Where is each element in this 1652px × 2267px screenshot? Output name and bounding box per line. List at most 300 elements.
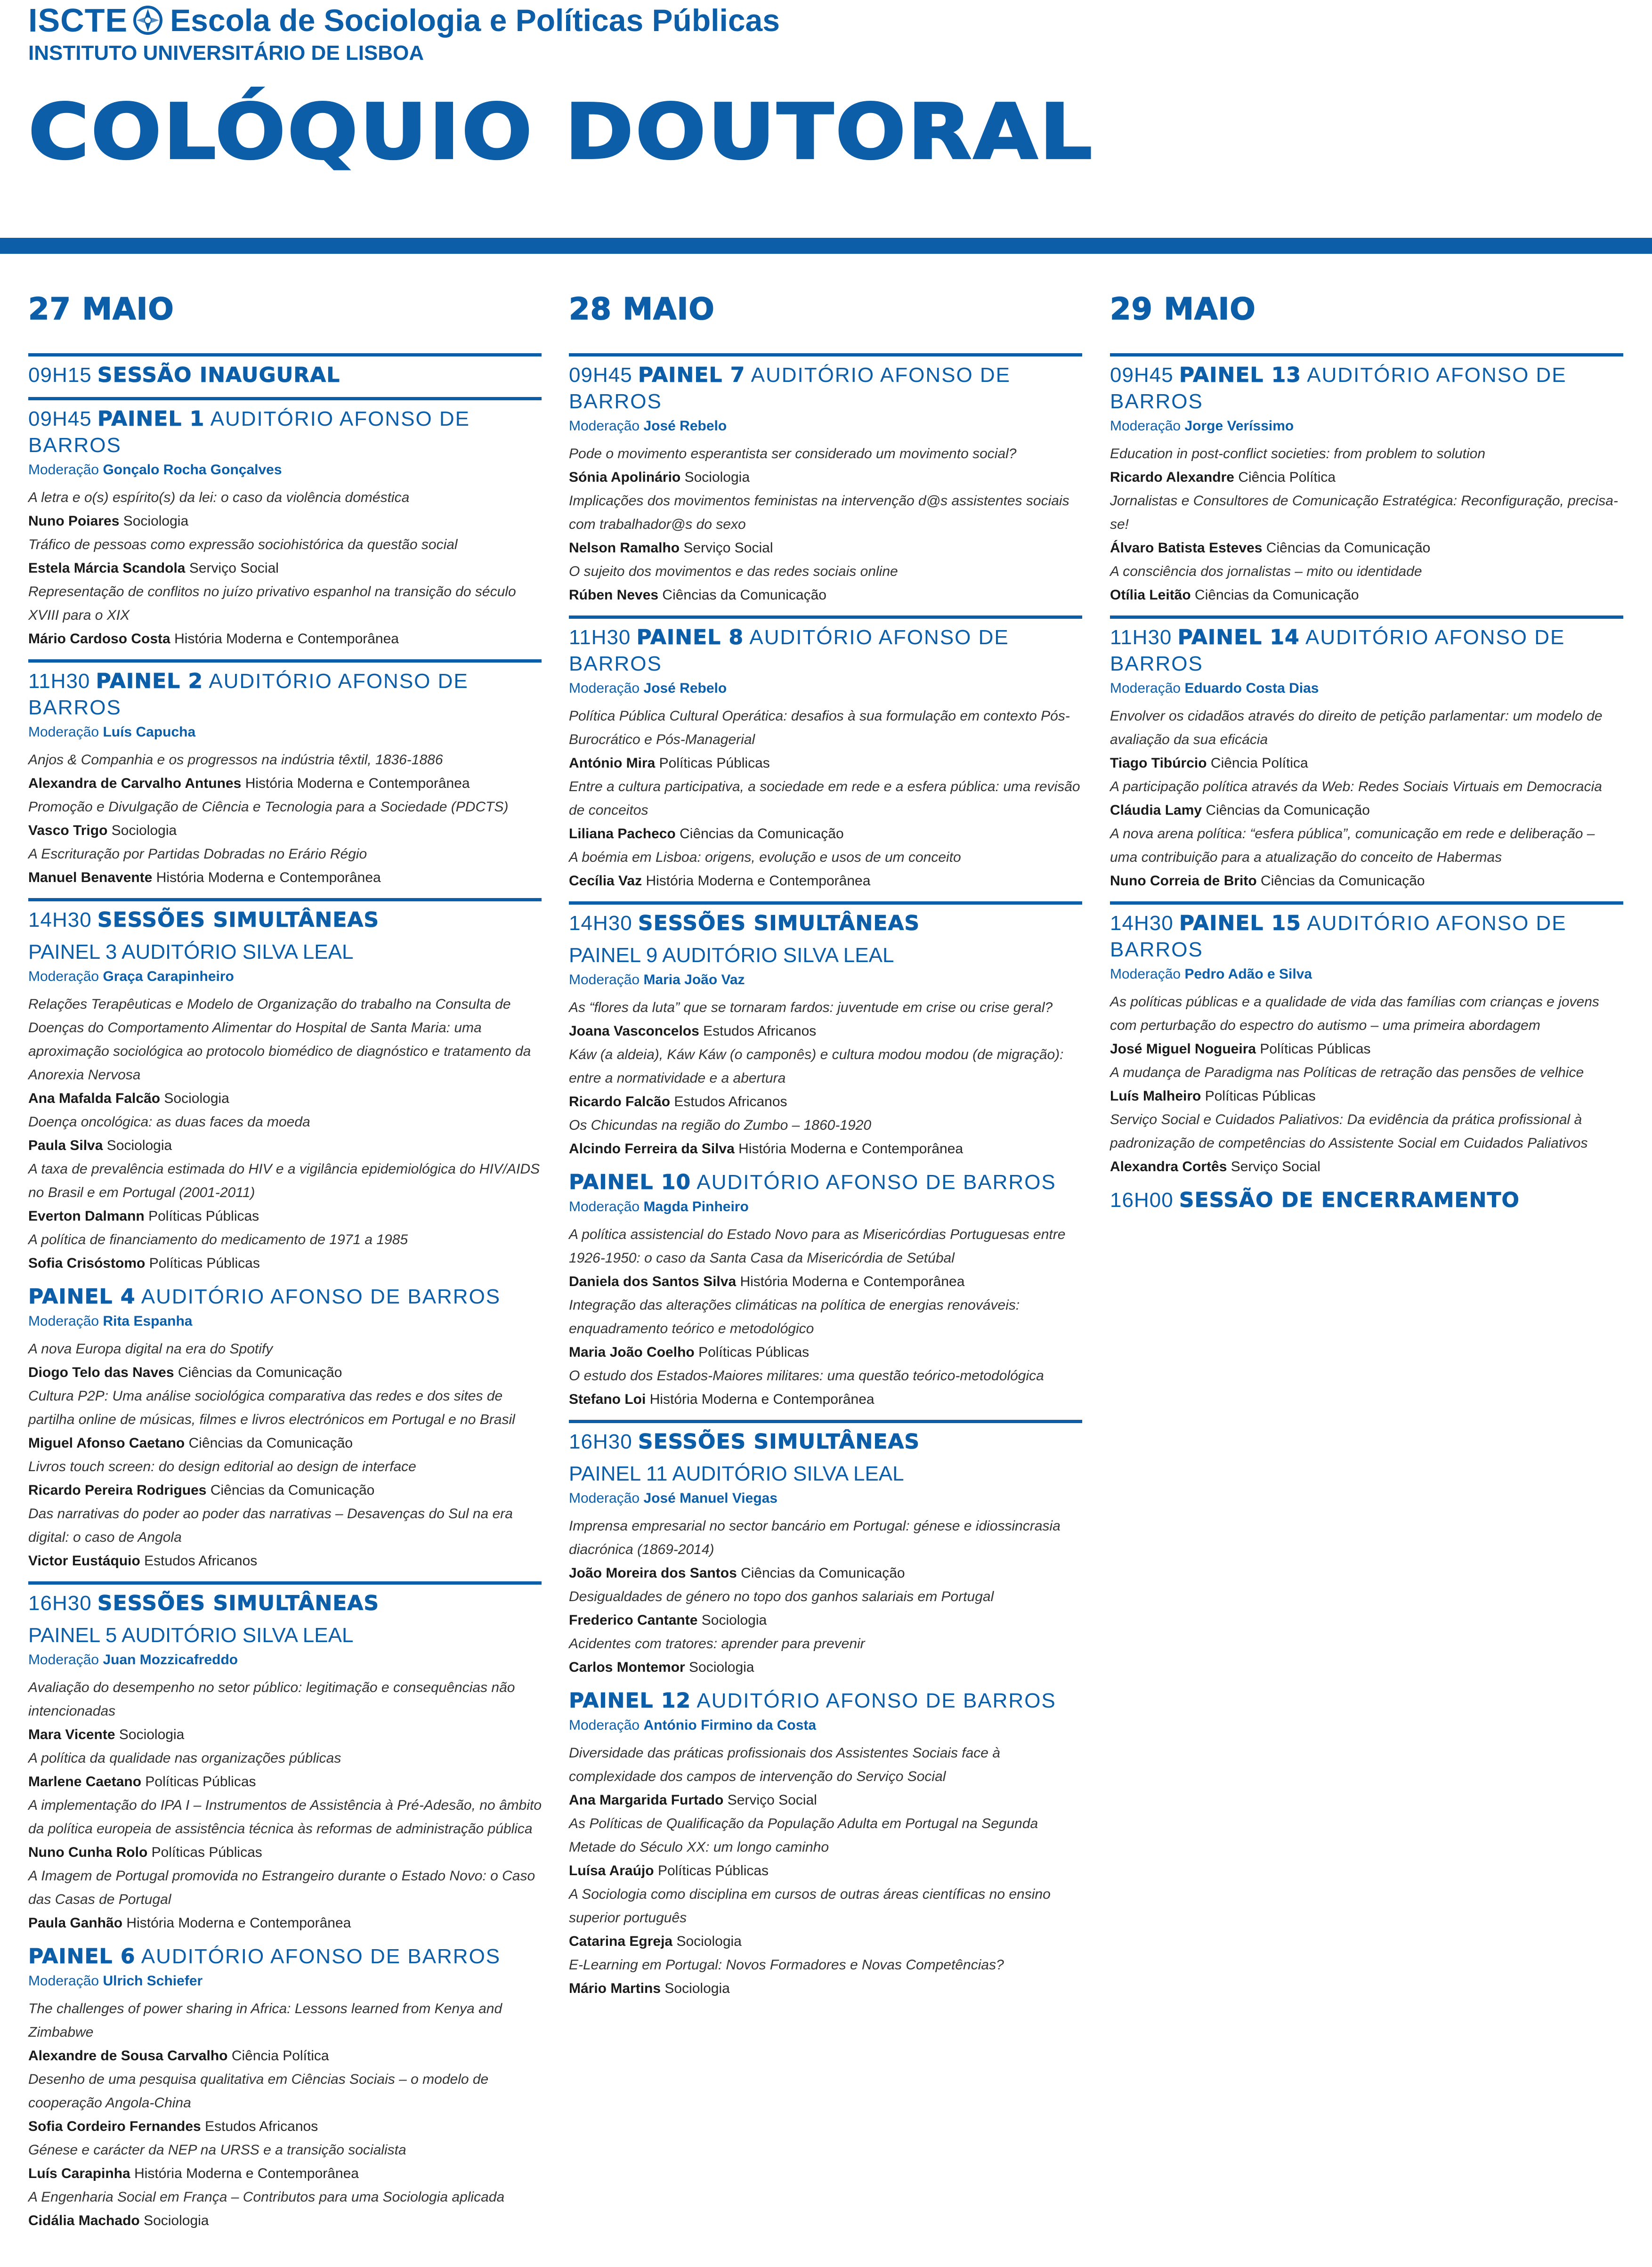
session-block [1110,615,1623,893]
talk-title: Imprensa empresarial no sector bancário em Portugal: génese e idiossincrasia diacrónica (1869-2014) [569,1518,1061,1557]
author-name: Sofia Crisóstomo [28,1255,146,1271]
header-divider-bar [0,238,1652,254]
talk-author [28,1134,542,1158]
session-time: 11H30 [28,670,90,693]
session-heading [569,1169,1082,1196]
author-name: Cidália Machado [28,2213,140,2228]
session-heading [28,907,542,933]
moderator-name: Ulrich Schiefer [103,1973,203,1989]
author-name: Manuel Benavente [28,870,153,885]
author-field: Ciência Política [231,2048,329,2064]
event-title: COLÓQUIO DOUTORAL [28,88,1094,177]
talk-item [569,1632,1082,1679]
talk-item [28,1384,542,1455]
author-name: Catarina Egreja [569,1934,673,1949]
author-name: Nuno Correia de Brito [1110,873,1257,889]
moderator [28,721,542,744]
talk-item [28,1794,542,1864]
talk-item [569,1953,1082,2000]
panel-venue: AUDITÓRIO SILVA LEAL [672,1462,904,1485]
author-field: Políticas Públicas [1260,1041,1371,1057]
session-time: 16H30 [569,1430,632,1453]
talk-title: Desenho de uma pesquisa qualitativa em Ciências Sociais – o modelo de cooperação Angola-China [28,2072,489,2111]
author-field: Ciências da Comunicação [662,587,826,603]
talk-author [1110,1085,1623,1108]
talk-title: Serviço Social e Cuidados Paliativos: Da evidência da prática profissional à padronização de competências do Assistente Social em Cuidados Paliativos [1110,1112,1588,1151]
session-time: 14H30 [28,908,92,931]
author-field: Ciências da Comunicação [188,1435,353,1451]
talk-title: Representação de conflitos no juízo privativo espanhol na transição do século XVIII para o XIX [28,584,516,623]
talk-title: O sujeito dos movimentos e das redes sociais online [569,564,898,579]
session-heading [1110,910,1623,963]
talk-author [569,1789,1082,1812]
moderator-name: Eduardo Costa Dias [1184,680,1319,696]
session-time: 16H00 [1110,1189,1174,1212]
session-heading [1110,624,1623,677]
session-block [28,659,542,890]
session-name: PAINEL 12 [569,1689,691,1713]
talk-title: O estudo dos Estados-Maiores militares: uma questão teórico-metodológica [569,1368,1044,1384]
moderator-label: Moderação [569,680,640,696]
moderator-label: Moderação [28,1652,99,1668]
session-block [28,1581,542,1935]
author-name: Nelson Ramalho [569,540,680,556]
talk-title: Diversidade das práticas profissionais dos Assistentes Sociais face à complexidade dos campos de intervenção do Serviço Social [569,1745,1000,1784]
panel-venue: AUDITÓRIO SILVA LEAL [121,940,354,963]
author-field: Ciências da Comunicação [1195,587,1359,603]
author-name: Tiago Tibúrcio [1110,755,1207,771]
author-field: História Moderna e Contemporânea [738,1141,964,1157]
moderator-label: Moderação [1110,418,1181,434]
session-name: PAINEL 2 [96,669,203,693]
session-block [28,898,542,1275]
talk-author [569,1562,1082,1585]
author-field: História Moderna e Contemporânea [245,776,470,791]
session-heading [28,668,542,721]
talk-title: Cultura P2P: Uma análise sociológica comparativa das redes e dos sites de partilha online de músicas, filmes e livros electrónicos em Portugal e no Brasil [28,1388,515,1427]
talk-author [569,1930,1082,1953]
talk-title: Káw (a aldeia), Káw Káw (o camponês) e cultura modou modou (de migração): entre a normatividade e a abertura [569,1047,1064,1086]
talk-item [1110,1061,1623,1108]
session-heading [28,362,542,389]
moderator-label: Moderação [569,1717,640,1733]
talk-author [28,1723,542,1747]
moderator [28,1649,542,1671]
session-time: 09H45 [28,407,92,430]
talk-author [28,2209,542,2233]
author-name: Victor Eustáquio [28,1553,140,1569]
panel-name: PAINEL 3 [28,940,117,963]
moderator [28,1310,542,1333]
author-field: Estudos Africanos [144,1553,258,1569]
session-venue: AUDITÓRIO AFONSO DE BARROS [28,670,469,719]
moderator-label: Moderação [569,418,640,434]
author-name: Luís Carapinha [28,2166,130,2181]
talk-title: As “flores da luta” que se tornaram fardos: juventude em crise ou crise geral? [569,1000,1053,1015]
talk-item [28,1676,542,1747]
talk-title: Integração das alterações climáticas na política de energias renováveis: enquadramento teórico e metodológico [569,1297,1020,1336]
moderator-label: Moderação [28,1973,99,1989]
moderator-name: José Rebelo [643,418,727,434]
talk-item [569,1812,1082,1883]
session-venue: AUDITÓRIO AFONSO DE BARROS [1110,912,1567,961]
talk-item [28,533,542,580]
moderator-name: José Rebelo [643,680,727,696]
talk-author [569,1090,1082,1114]
author-name: Rúben Neves [569,587,659,603]
author-name: Nuno Cunha Rolo [28,1845,148,1860]
moderator-label: Moderação [569,1199,640,1214]
talk-item [28,1455,542,1502]
moderator [28,965,542,988]
author-field: Sociologia [676,1934,742,1949]
author-field: Sociologia [164,1091,229,1106]
talk-title: A nova Europa digital na era do Spotify [28,1341,273,1357]
talk-title: Relações Terapêuticas e Modelo de Organização do trabalho na Consulta de Doenças do Comportamento Alimentar do Hospital de Santa Maria: uma aproximação sociológica ao protocolo biomédico de diagnóstico e tratamento da Anorexia Nervosa [28,996,531,1083]
talk-item [28,1502,542,1573]
author-name: Daniela dos Santos Silva [569,1274,737,1289]
talk-author [28,866,542,890]
talk-title: A Engenharia Social em França – Contributos para uma Sociologia aplicada [28,2189,505,2205]
talk-author [1110,1037,1623,1061]
talk-item [569,846,1082,893]
author-field: História Moderna e Contemporânea [740,1274,965,1289]
author-field: Serviço Social [683,540,773,556]
author-name: Mário Cardoso Costa [28,631,170,647]
talk-title: A boémia em Lisboa: origens, evolução e usos de um conceito [569,850,961,865]
talk-item [28,1997,542,2068]
panel-name: PAINEL 11 [569,1462,668,1485]
talk-author [28,2162,542,2186]
session-name: SESSÕES SIMULTÂNEAS [638,911,920,935]
author-field: História Moderna e Contemporânea [646,873,871,889]
author-field: Políticas Públicas [698,1344,810,1360]
talk-title: Envolver os cidadãos através do direito de petição parlamentar: um modelo de avaliação da sua eficácia [1110,708,1603,747]
talk-item [28,2068,542,2138]
author-field: Sociologia [123,513,189,529]
talk-title: A consciência dos jornalistas – mito ou identidade [1110,564,1422,579]
author-name: Luís Malheiro [1110,1088,1201,1104]
session-block [1110,901,1623,1179]
talk-author [28,819,542,842]
session-name: PAINEL 6 [28,1944,136,1968]
session-name: PAINEL 4 [28,1285,136,1309]
author-name: Paula Ganhão [28,1915,123,1931]
author-field: História Moderna e Contemporânea [134,2166,359,2181]
talk-author [569,752,1082,775]
session-time: 09H45 [1110,364,1174,387]
session-venue: AUDITÓRIO AFONSO DE BARROS [569,626,1009,675]
moderator [1110,677,1623,700]
talk-item [569,1043,1082,1114]
session-heading [569,362,1082,415]
talk-author [569,1977,1082,2000]
session-time: 16H30 [28,1592,92,1615]
talk-item [569,1883,1082,1953]
session-block [569,1169,1082,1411]
institute-name: INSTITUTO UNIVERSITÁRIO DE LISBOA [28,41,424,65]
talk-title: A política de financiamento do medicamento de 1971 a 1985 [28,1232,408,1247]
moderator-label: Moderação [28,1313,99,1329]
talk-title: Acidentes com tratores: aprender para prevenir [569,1636,865,1652]
author-name: Mário Martins [569,1981,661,1996]
moderator [569,1196,1082,1218]
author-field: Políticas Públicas [145,1774,256,1789]
talk-item [1110,442,1623,489]
talk-title: A implementação do IPA I – Instrumentos de Assistência à Pré-Adesão, no âmbito da política europeia de assistência técnica às reformas de administração pública [28,1797,542,1837]
talk-item [1110,990,1623,1061]
session-block [28,353,542,389]
session-heading [569,1688,1082,1714]
talk-item [569,1741,1082,1812]
session-name: SESSÕES SIMULTÂNEAS [97,1591,380,1615]
panel-heading [28,1622,542,1649]
day-column-28-maio [569,292,1082,2009]
moderator-name: Pedro Adão e Silva [1184,966,1312,982]
session-venue: AUDITÓRIO AFONSO DE BARROS [141,1285,501,1308]
talk-item [28,842,542,890]
moderator [569,677,1082,700]
school-name: Escola de Sociologia e Políticas Públicas [170,3,780,38]
panel-venue: AUDITÓRIO SILVA LEAL [662,944,894,967]
author-name: Sofia Cordeiro Fernandes [28,2119,201,2134]
session-block [569,1420,1082,1679]
session-name: PAINEL 7 [638,363,745,387]
talk-author [28,772,542,795]
author-field: Sociologia [111,823,177,838]
author-name: Sónia Apolinário [569,470,681,485]
moderator [569,415,1082,437]
talk-item [569,442,1082,489]
author-name: Cecília Vaz [569,873,642,889]
talk-title: Livros touch screen: do design editorial ao design de interface [28,1459,416,1474]
talk-title: As Políticas de Qualificação da População Adulta em Portugal na Segunda Metade do Século XX: um longo caminho [569,1816,1038,1855]
talk-title: A Escrituração por Partidas Dobradas no Erário Régio [28,846,367,862]
author-name: Miguel Afonso Caetano [28,1435,185,1451]
session-venue: AUDITÓRIO AFONSO DE BARROS [1110,364,1567,413]
session-heading [1110,1187,1623,1214]
author-name: Alcindo Ferreira da Silva [569,1141,735,1157]
moderator-name: Jorge Veríssimo [1184,418,1294,434]
brand-row [28,2,1624,39]
talk-item [1110,822,1623,893]
talk-author [28,1205,542,1228]
author-field: Ciências da Comunicação [680,826,844,842]
moderator [569,1487,1082,1510]
author-field: Serviço Social [727,1792,817,1808]
session-venue: AUDITÓRIO AFONSO DE BARROS [696,1171,1056,1194]
talk-author [569,1341,1082,1364]
author-field: História Moderna e Contemporânea [174,631,399,647]
session-block [28,397,542,651]
talk-item [28,1110,542,1158]
talk-author [569,1656,1082,1679]
author-name: Alexandra de Carvalho Antunes [28,776,242,791]
talk-author [1110,1155,1623,1179]
author-field: Políticas Públicas [151,1845,262,1860]
moderator [1110,415,1623,437]
talk-item [1110,489,1623,560]
author-field: Políticas Públicas [1205,1088,1316,1104]
session-heading [569,910,1082,937]
author-field: Ciências da Comunicação [1206,802,1370,818]
author-name: Maria João Coelho [569,1344,695,1360]
author-name: Frederico Cantante [569,1612,698,1628]
talk-author [1110,752,1623,775]
talk-author [28,1911,542,1935]
session-name: PAINEL 8 [636,625,744,649]
talk-item [28,795,542,842]
session-time: 09H15 [28,364,92,387]
moderator-name: Gonçalo Rocha Gonçalves [103,462,282,478]
author-name: Stefano Loi [569,1392,646,1407]
author-field: Ciências da Comunicação [210,1482,375,1498]
session-name: PAINEL 1 [97,407,205,431]
talk-title: A taxa de prevalência estimada do HIV e a vigilância epidemiológica do HIV/AIDS no Brasil e em Portugal (2001-2011) [28,1161,540,1200]
talk-title: Política Pública Cultural Operática: desafios à sua formulação em contexto Pós-Burocrático e Pós-Managerial [569,708,1070,747]
talk-title: Pode o movimento esperantista ser considerado um movimento social? [569,446,1017,461]
author-name: Ricardo Falcão [569,1094,671,1109]
header [28,0,1624,178]
session-heading [28,406,542,459]
talk-title: A participação política através da Web: Redes Sociais Virtuais em Democracia [1110,779,1602,794]
talk-item [28,1747,542,1794]
talk-title: Os Chicundas na região do Zumbo – 1860-1920 [569,1117,872,1133]
author-field: Ciências da Comunicação [178,1365,342,1380]
session-time: 14H30 [1110,912,1174,935]
talk-title: A Imagem de Portugal promovida no Estrangeiro durante o Estado Novo: o Caso das Casas de Portugal [28,1868,535,1907]
closing-session [1110,1187,1623,1214]
author-name: Paula Silva [28,1138,103,1153]
moderator [569,1714,1082,1737]
talk-author [28,1549,542,1573]
talk-author [28,510,542,533]
day-title: 27 MAIO [28,292,174,327]
session-block [28,1943,542,2233]
talk-title: E-Learning em Portugal: Novos Formadores e Novas Competências? [569,1957,1004,1973]
session-venue: AUDITÓRIO AFONSO DE BARROS [569,364,1011,413]
author-name: Vasco Trigo [28,823,108,838]
moderator [28,1970,542,1992]
session-block [569,1688,1082,2000]
session-block [569,901,1082,1161]
talk-item [28,580,542,651]
author-field: Políticas Públicas [148,1208,259,1224]
author-name: Otília Leitão [1110,587,1191,603]
moderator-name: Rita Espanha [103,1313,193,1329]
talk-title: Education in post-conflict societies: from problem to solution [1110,446,1486,461]
author-field: Ciências da Comunicação [1266,540,1431,556]
session-name: SESSÕES SIMULTÂNEAS [638,1430,920,1454]
iscte-logo-icon [132,5,163,36]
author-field: Serviço Social [189,560,279,576]
author-field: História Moderna e Contemporânea [649,1392,875,1407]
author-field: Estudos Africanos [703,1023,817,1039]
talk-title: Implicações dos movimentos feministas na intervenção d@s assistentes sociais com trabalhador@s do sexo [569,493,1069,532]
moderator-name: Magda Pinheiro [643,1199,749,1214]
talk-item [28,993,542,1110]
talk-author [569,1020,1082,1043]
talk-author [569,1609,1082,1632]
session-heading [569,624,1082,677]
session-block [1110,353,1623,607]
author-name: Álvaro Batista Esteves [1110,540,1263,556]
talk-item [569,1364,1082,1411]
moderator-name: Graça Carapinheiro [103,969,234,984]
author-field: Políticas Públicas [659,755,770,771]
talk-author [569,536,1082,560]
author-field: Estudos Africanos [205,2119,318,2134]
session-venue: AUDITÓRIO AFONSO DE BARROS [696,1689,1056,1712]
talk-author [1110,536,1623,560]
talk-item [569,1514,1082,1585]
talk-author [569,1137,1082,1161]
author-name: Ana Mafalda Falcão [28,1091,161,1106]
author-field: História Moderna e Contemporânea [156,870,381,885]
talk-author [28,1252,542,1275]
talk-item [569,1223,1082,1294]
talk-author [1110,466,1623,489]
moderator-name: José Manuel Viegas [643,1490,778,1506]
session-name: SESSÃO INAUGURAL [97,363,340,387]
talk-item [569,489,1082,560]
talk-author [569,466,1082,489]
talk-item [28,1228,542,1275]
author-field: Sociologia [689,1660,754,1675]
talk-title: Tráfico de pessoas como expressão sociohistórica da questão social [28,537,458,552]
talk-item [569,1585,1082,1632]
session-block [569,353,1082,607]
talk-author [28,1841,542,1864]
session-heading [569,1429,1082,1455]
talk-author [28,2044,542,2068]
moderator-name: Juan Mozzicafreddo [103,1652,238,1668]
talk-author [569,1859,1082,1883]
moderator-label: Moderação [1110,966,1181,982]
talk-title: A letra e o(s) espírito(s) da lei: o caso da violência doméstica [28,490,410,505]
moderator-name: Maria João Vaz [643,972,745,988]
day-column-29-maio [1110,292,1623,1222]
talk-item [1110,775,1623,822]
author-name: Estela Márcia Scandola [28,560,186,576]
author-name: Mara Vicente [28,1727,115,1742]
session-name: PAINEL 13 [1179,363,1302,387]
talk-item [1110,560,1623,607]
talk-item [569,996,1082,1043]
talk-item [28,2138,542,2186]
author-field: Ciência Política [1210,755,1308,771]
talk-item [28,1158,542,1228]
session-name: PAINEL 14 [1177,625,1300,649]
talk-author [28,1479,542,1502]
moderator [1110,963,1623,986]
author-name: Carlos Montemor [569,1660,685,1675]
talk-title: A mudança de Paradigma nas Políticas de retração das pensões de velhice [1110,1065,1584,1080]
talk-item [1110,704,1623,775]
moderator-label: Moderação [28,969,99,984]
talk-author [1110,583,1623,607]
author-field: História Moderna e Contemporânea [126,1915,351,1931]
talk-item [28,2186,542,2233]
panel-name: PAINEL 5 [28,1624,117,1647]
talk-title: Avaliação do desempenho no setor público: legitimação e consequências não intencionadas [28,1680,515,1719]
talk-author [28,1770,542,1794]
session-name: SESSÃO DE ENCERRAMENTO [1179,1188,1520,1212]
moderator-label: Moderação [569,972,640,988]
moderator-label: Moderação [1110,680,1181,696]
author-name: Diogo Telo das Naves [28,1365,174,1380]
author-name: Everton Dalmann [28,1208,145,1224]
